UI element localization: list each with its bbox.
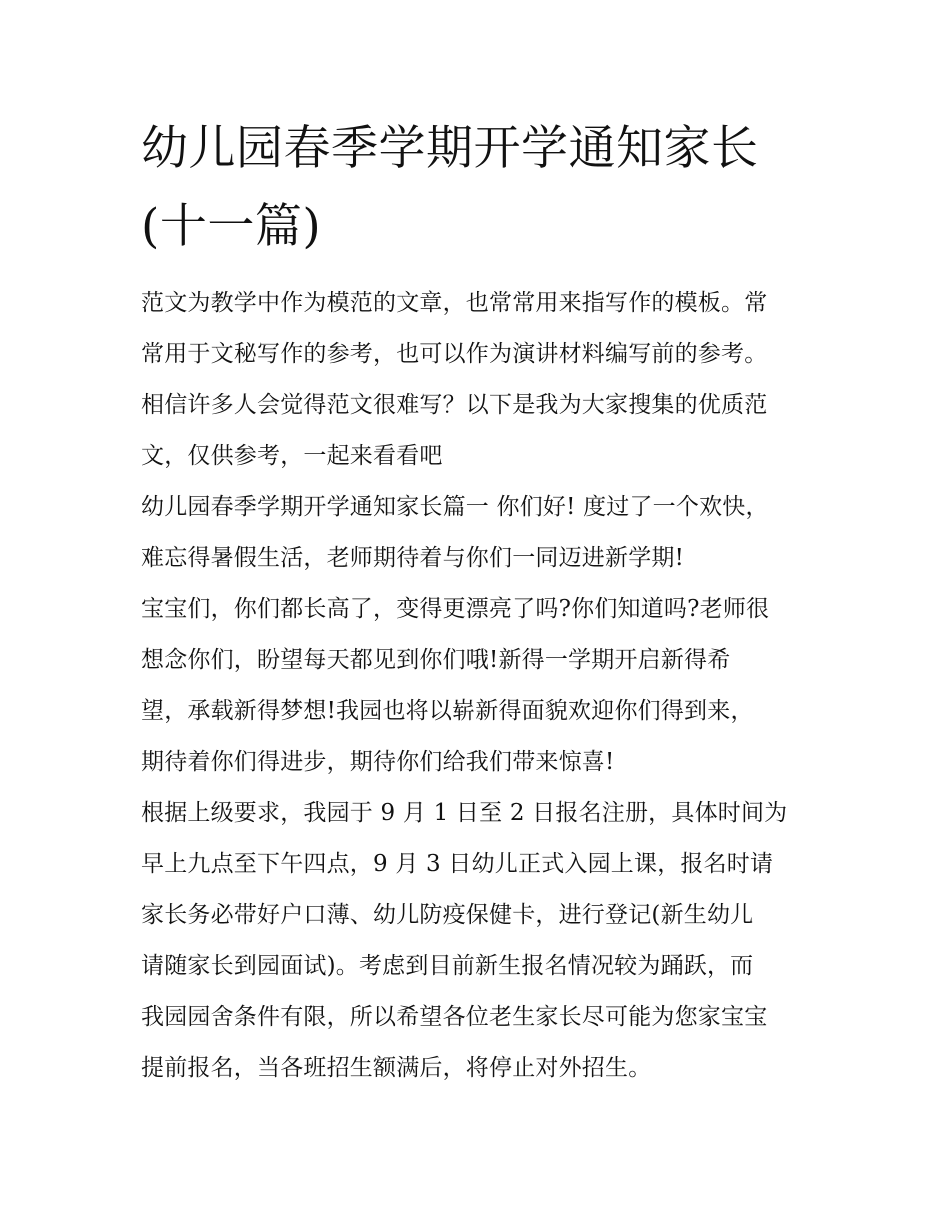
text-line: 常用于文秘写作的参考，也可以作为演讲材料编写前的参考。 <box>141 341 768 367</box>
text-line: 难忘得暑假生活，老师期待着与你们一同迈进新学期! <box>141 545 685 571</box>
paragraph-welcome <box>141 584 813 788</box>
text-line: 期待着你们得进步，期待你们给我们带来惊喜! <box>141 749 615 775</box>
title-line-1: 幼儿园春季学期开学通知家长 <box>141 121 759 176</box>
text-line: 宝宝们，你们都长高了，变得更漂亮了吗?你们知道吗?老师很 <box>141 596 770 622</box>
text-line: 范文为教学中作为模范的文章，也常常用来指写作的模板。常 <box>141 290 768 316</box>
text-line: 提前报名，当各班招生额满后，将停止对外招生。 <box>141 1055 652 1081</box>
paragraph-registration <box>141 788 813 1094</box>
document-body <box>141 278 813 1094</box>
paragraph-greeting <box>141 482 813 584</box>
text-line: 相信许多人会觉得范文很难写？以下是我为大家搜集的优质范 <box>141 392 768 418</box>
document-title <box>141 110 813 266</box>
paragraph-intro <box>141 278 813 482</box>
text-line: 想念你们，盼望每天都见到你们哦!新得一学期开启新得希 <box>141 647 731 673</box>
text-line: 请随家长到园面试)。考虑到目前新生报名情况较为踊跃，而 <box>141 953 754 979</box>
text-line: 望，承载新得梦想!我园也将以崭新得面貌欢迎你们得到来， <box>141 698 754 724</box>
text-line: 幼儿园春季学期开学通知家长篇一 你们好! 度过了一个欢快， <box>141 494 769 520</box>
text-line: 家长务必带好户口薄、幼儿防疫保健卡，进行登记(新生幼儿 <box>141 902 754 928</box>
text-line: 文，仅供参考，一起来看看吧 <box>141 443 443 469</box>
text-line: 根据上级要求，我园于 9 月 1 日至 2 日报名注册，具体时间为 <box>141 800 788 826</box>
document-content <box>141 110 813 1094</box>
text-line: 早上九点至下午四点，9 月 3 日幼儿正式入园上课，报名时请 <box>141 851 774 877</box>
title-line-2: (十一篇) <box>141 199 322 254</box>
text-line: 我园园舍条件有限，所以希望各位老生家长尽可能为您家宝宝 <box>141 1004 768 1030</box>
